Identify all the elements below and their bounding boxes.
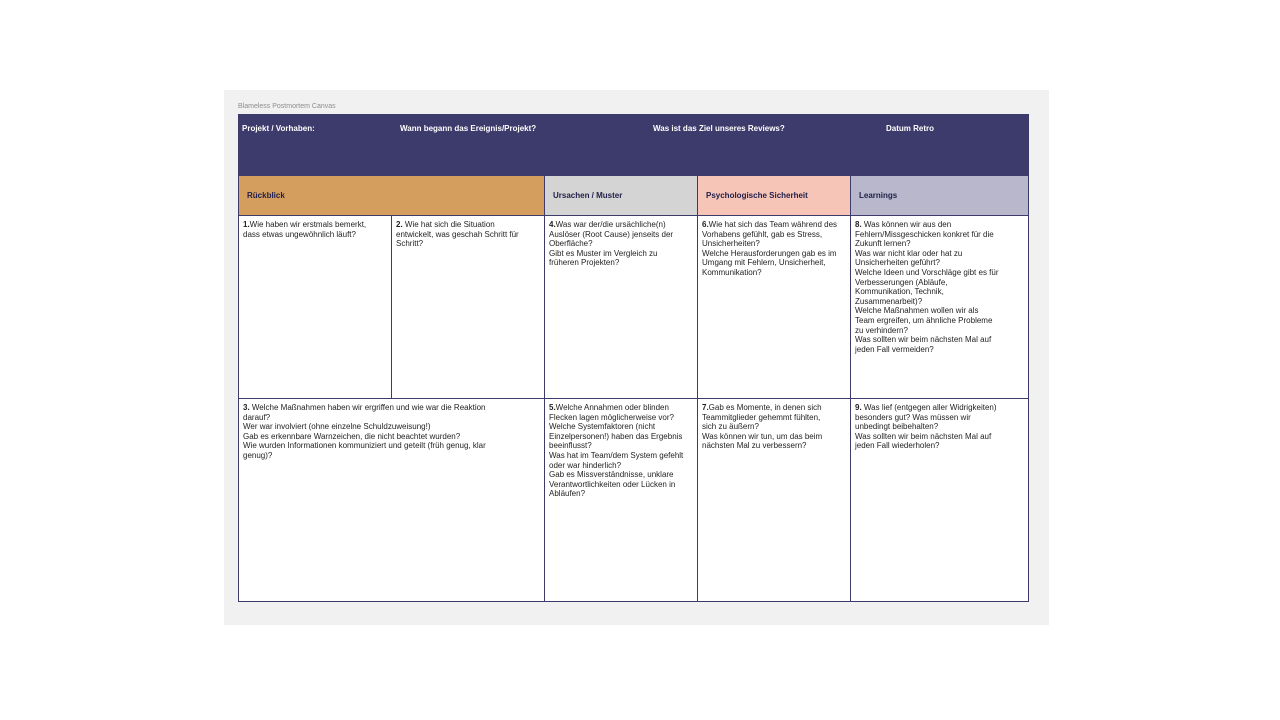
cell-text: Gab es Momente, in denen sich Teammitglieder gehemmt fühlten, sich zu äußern? Was können wir tun, um das beim nächsten Mal zu verbessern? bbox=[702, 403, 823, 451]
cell-number: 3. bbox=[243, 403, 250, 412]
section-ursachen: Ursachen / Muster bbox=[544, 176, 697, 215]
section-learnings: Learnings bbox=[850, 176, 1029, 215]
cell-text: Welche Maßnahmen haben wir ergriffen und wie war die Reaktion darauf? Wer war involviert (ohne einzelne Schuldzuweisung!) Gab es erkennbare Warnzeichen, die nicht beachtet wurden? Wie wurden Informationen kommuniziert und geteilt (früh genug, klar genug)? bbox=[243, 403, 486, 460]
cell-8 bbox=[850, 215, 1029, 399]
cell-number: 4. bbox=[549, 220, 556, 229]
cell-6 bbox=[697, 215, 851, 399]
cell-1 bbox=[238, 215, 392, 399]
cell-number: 1. bbox=[243, 220, 250, 229]
cell-number: 8. bbox=[855, 220, 862, 229]
cell-text: Wie haben wir erstmals bemerkt, dass etwas ungewöhnlich läuft? bbox=[243, 220, 367, 239]
cell-number: 7. bbox=[702, 403, 709, 412]
cell-text: Was lief (entgegen aller Widrigkeiten) besonders gut? Was müssen wir unbedingt beibehalten? Was sollten wir beim nächsten Mal auf jeden Fall wiederholen? bbox=[855, 403, 997, 451]
section-psych: Psychologische Sicherheit bbox=[697, 176, 850, 215]
cell-text: Welche Annahmen oder blinden Flecken lagen möglicherweise vor? Welche Systemfaktoren (nicht Einzelpersonen!) haben das Ergebnis beeinflusst? Was hat im Team/dem System gefehlt oder war hinderlich? Gab es Missverständnisse, unklare Verantwortlichkeiten oder Lücken in Abläufen? bbox=[549, 403, 684, 499]
project-label: Projekt / Vorhaben: bbox=[242, 124, 315, 133]
cell-4 bbox=[544, 215, 698, 399]
goal-label: Was ist das Ziel unseres Reviews? bbox=[653, 124, 785, 133]
cell-3 bbox=[238, 398, 545, 602]
cell-number: 5. bbox=[549, 403, 556, 412]
cell-5 bbox=[544, 398, 698, 602]
header-bar bbox=[238, 114, 1029, 176]
section-rueckblick: Rückblick bbox=[238, 176, 544, 215]
cell-text: Wie hat sich die Situation entwickelt, was geschah Schritt für Schritt? bbox=[396, 220, 519, 249]
cell-2 bbox=[391, 215, 545, 399]
cell-text: Was können wir aus den Fehlern/Missgeschicken konkret für die Zukunft lernen? Was war nicht klar oder hat zu Unsicherheiten geführt? Welche Ideen und Vorschläge gibt es für Verbesserungen (Abläufe, Kommunikation, Technik, Zusammenarbeit)? Welche Maßnahmen wollen wir als Team ergreifen, um ähnliche Probleme zu verhindern? Was sollten wir beim nächsten Mal auf jeden Fall vermeiden? bbox=[855, 220, 999, 354]
cell-text: Wie hat sich das Team während des Vorhabens gefühlt, gab es Stress, Unsicherheiten? Welche Herausforderungen gab es im Umgang mit Fehlern, Unsicherheit, Kommunikation? bbox=[702, 220, 838, 277]
cell-number: 6. bbox=[702, 220, 709, 229]
canvas-title: Blameless Postmortem Canvas bbox=[238, 103, 336, 110]
cell-text: Was war der/die ursächliche(n) Auslöser (Root Cause) jenseits der Oberfläche? Gibt es Muster im Vergleich zu früheren Projekten? bbox=[549, 220, 674, 268]
date-label: Datum Retro bbox=[886, 124, 935, 133]
cell-9 bbox=[850, 398, 1029, 602]
start-label: Wann begann das Ereignis/Projekt? bbox=[400, 124, 537, 133]
cell-number: 2. bbox=[396, 220, 403, 229]
cell-7 bbox=[697, 398, 851, 602]
cell-number: 9. bbox=[855, 403, 862, 412]
